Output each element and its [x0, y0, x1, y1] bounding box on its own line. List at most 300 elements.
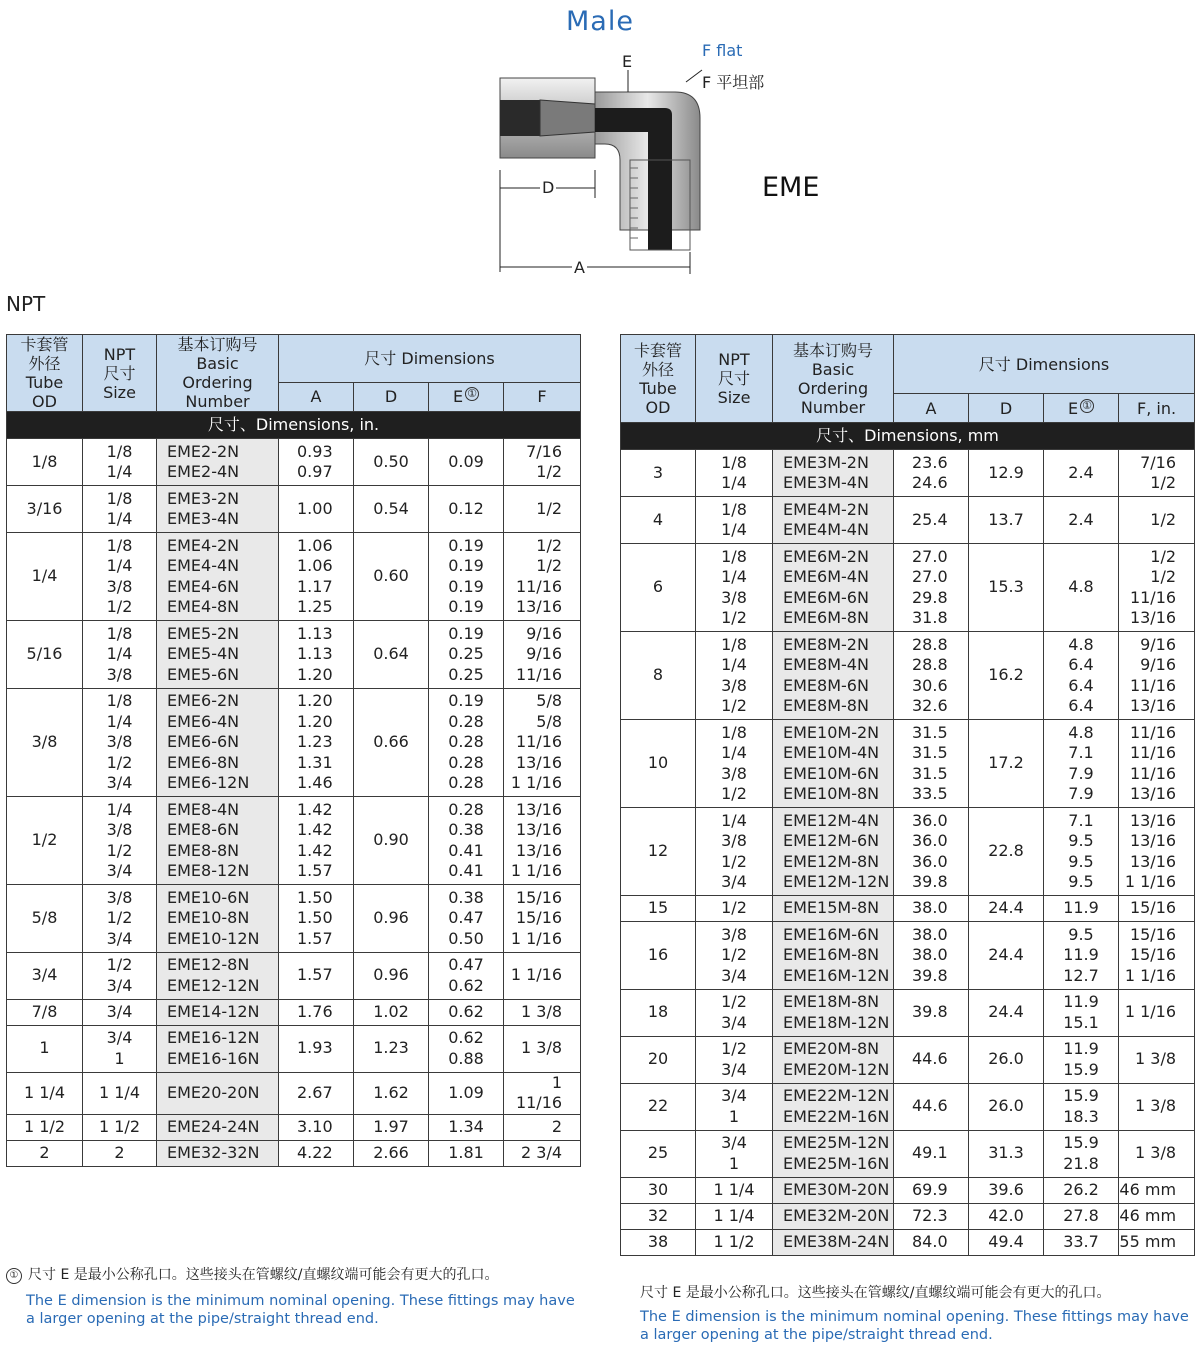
footnote-left: [6, 1266, 596, 1328]
cell-line: 22: [647, 1096, 669, 1116]
header-line: 外径: [641, 359, 674, 379]
cell-f: [504, 688, 581, 797]
cell-line: 3/4: [106, 773, 133, 792]
cell-line: 1 1/16: [1124, 872, 1177, 891]
cell-f: [1119, 1177, 1195, 1203]
cell-line: 1/2: [536, 462, 563, 481]
cell-line: 23.6: [912, 452, 948, 472]
table-row: [7, 1072, 581, 1114]
cell-line: 2: [39, 1142, 50, 1162]
cell-order: [157, 439, 279, 486]
cell-line: EME2-2N: [167, 441, 240, 461]
cell-f: [1119, 544, 1195, 632]
cell-line: 11.9: [1063, 898, 1099, 918]
cell-f: [504, 999, 581, 1025]
cell-line: EME8M-2N: [783, 634, 869, 654]
cell-a: [894, 1229, 969, 1255]
cell-line: 0.19: [448, 535, 484, 555]
cell-line: EME6M-2N: [783, 546, 869, 566]
cell-line: 1/4: [106, 556, 133, 575]
header-dimensions: 尺寸 Dimensions: [279, 335, 581, 383]
cell-d: [969, 544, 1044, 632]
cell-order: [773, 1130, 894, 1177]
header-a: A: [894, 394, 969, 423]
table-row: [621, 1036, 1195, 1083]
table-row: [7, 1114, 581, 1140]
cell-od: [621, 1229, 696, 1255]
cell-line: 0.28: [448, 799, 484, 819]
cell-line: 15.9: [1063, 1086, 1099, 1105]
cell-line: 3/4: [106, 1028, 133, 1047]
dim-label-a: A: [574, 258, 585, 277]
cell-line: 1 3/8: [1135, 1096, 1177, 1116]
cell-d: [969, 720, 1044, 808]
cell-line: 32.6: [912, 696, 948, 715]
cell-line: 24.6: [912, 473, 948, 492]
cell-line: 1/2: [106, 840, 133, 860]
cell-e: [429, 533, 504, 621]
cell-e: [429, 486, 504, 533]
table-row: [7, 999, 581, 1025]
cell-line: 15.9: [1063, 1133, 1099, 1152]
header-line: Size: [717, 388, 751, 407]
header-line: Number: [800, 397, 866, 417]
cell-line: 1/2: [721, 992, 747, 1011]
cell-line: 11/16: [515, 576, 563, 596]
header-a: A: [279, 382, 354, 411]
cell-line: 32: [647, 1205, 669, 1225]
cell-line: 15: [647, 898, 669, 918]
cell-d: [969, 922, 1044, 990]
cell-od: [621, 720, 696, 808]
cell-f: [504, 1025, 581, 1072]
header-line: Tube: [639, 378, 677, 398]
section-label: NPT: [6, 292, 46, 316]
cell-line: 1/2: [721, 696, 747, 715]
cell-line: 3/4: [106, 928, 133, 948]
cell-f: [1119, 1036, 1195, 1083]
table-row: [621, 1203, 1195, 1229]
cell-line: EME32M-20N: [783, 1205, 890, 1225]
cell-line: 1/4: [721, 473, 747, 492]
footnote-marker: ①: [465, 387, 479, 401]
cell-line: 1/8: [721, 499, 747, 519]
cell-line: 1.06: [297, 556, 333, 575]
cell-line: 1.17: [297, 576, 333, 596]
cell-order: [773, 1036, 894, 1083]
header-line: Size: [103, 382, 136, 402]
cell-e: [429, 885, 504, 953]
cell-od: [7, 797, 83, 885]
cell-line: 1 1/4: [713, 1179, 755, 1199]
cell-line: 0.47: [448, 908, 484, 927]
cell-line: EME8-12N: [167, 861, 250, 880]
cell-line: 15/16: [1129, 924, 1177, 944]
cell-line: 1.57: [297, 965, 333, 985]
cell-line: 0.41: [448, 861, 484, 880]
cell-od: [7, 1140, 83, 1166]
cell-order: [773, 450, 894, 497]
cell-line: 3/4: [721, 872, 747, 891]
cell-line: 15.1: [1063, 1012, 1099, 1032]
cell-line: 0.38: [448, 820, 484, 839]
footnote-en: The E dimension is the minimum nominal opening. These fittings may have a larger opening at the pipe/straight thread end.: [26, 1293, 575, 1327]
cell-line: 13/16: [1129, 831, 1177, 850]
cell-order: [773, 1177, 894, 1203]
cell-a: [279, 952, 354, 999]
cell-line: 1/4: [106, 644, 133, 663]
cell-a: [894, 1130, 969, 1177]
cell-line: 3/4: [721, 965, 747, 985]
cell-line: EME10M-2N: [783, 722, 880, 742]
cell-a: [279, 1114, 354, 1140]
cell-f: [504, 1140, 581, 1166]
table-row: [621, 1177, 1195, 1203]
footnote-cn: 尺寸 E 是最小公称孔口。这些接头在管螺纹/直螺纹端可能会有更大的孔口。: [640, 1285, 1111, 1301]
cell-line: 0.41: [448, 840, 484, 860]
cell-line: 18: [647, 1002, 669, 1022]
cell-line: 1/2: [1150, 567, 1177, 586]
cell-od: [7, 439, 83, 486]
cell-e: [1044, 1229, 1119, 1255]
cell-line: 1.50: [297, 887, 333, 907]
cell-e: [1044, 989, 1119, 1036]
cell-line: 9.5: [1068, 851, 1094, 871]
cell-line: EME8M-6N: [783, 675, 869, 695]
cell-line: 0.19: [448, 597, 484, 616]
cell-line: 9/16: [1140, 634, 1177, 654]
cell-line: EME16M-12N: [783, 965, 890, 985]
cell-line: EME10-6N: [167, 887, 250, 907]
cell-od: [621, 896, 696, 922]
cell-a: [894, 808, 969, 896]
footnote-marker: ①: [1080, 399, 1094, 413]
cell-line: 16.2: [988, 665, 1024, 685]
cell-e: [1044, 808, 1119, 896]
cell-d: [969, 497, 1044, 544]
cell-line: 8: [652, 665, 664, 685]
cell-line: 0.97: [297, 462, 333, 481]
cell-od: [7, 952, 83, 999]
cell-line: 3/4: [106, 1001, 133, 1021]
cell-line: 20: [647, 1049, 669, 1069]
cell-order: [157, 797, 279, 885]
cell-line: 13/16: [1129, 851, 1177, 871]
cell-line: 1/8: [721, 634, 747, 654]
cell-line: 17.2: [988, 753, 1024, 773]
cell-line: 13/16: [1129, 784, 1177, 803]
table-row: [7, 688, 581, 797]
cell-line: 1 3/8: [1135, 1049, 1177, 1069]
cell-size: [83, 1025, 157, 1072]
cell-line: 0.93: [297, 441, 333, 461]
cell-line: 1/4: [106, 711, 133, 731]
cell-line: 1/8: [106, 623, 133, 643]
cell-line: 1/4: [106, 799, 133, 819]
cell-e: [1044, 544, 1119, 632]
cell-e: [1044, 450, 1119, 497]
cell-line: 13/16: [515, 820, 563, 839]
cell-f: [504, 1072, 581, 1114]
cell-size: [83, 952, 157, 999]
cell-order: [157, 1072, 279, 1114]
cell-order: [157, 952, 279, 999]
cell-line: EME20-20N: [167, 1082, 260, 1102]
cell-line: 0.96: [373, 908, 409, 927]
table-row: [621, 989, 1195, 1036]
cell-line: 16: [647, 945, 669, 964]
cell-line: 1.31: [297, 752, 333, 772]
cell-od: [7, 486, 83, 533]
cell-line: 1: [728, 1106, 740, 1126]
cell-a: [894, 632, 969, 720]
table-row: [621, 497, 1195, 544]
cell-line: 24.4: [988, 945, 1024, 964]
cell-od: [621, 544, 696, 632]
cell-line: 2.4: [1068, 462, 1094, 482]
header-npt-size: [83, 335, 157, 412]
cell-od: [621, 497, 696, 544]
cell-line: 6.4: [1068, 655, 1094, 674]
header-line: Basic: [196, 354, 239, 373]
cell-line: 1/4: [721, 655, 747, 674]
cell-e: [429, 952, 504, 999]
cell-line: 38: [647, 1231, 669, 1251]
cell-line: EME15M-8N: [783, 898, 880, 918]
cell-line: EME4M-2N: [783, 499, 869, 519]
cell-d: [354, 533, 429, 621]
cell-line: 3/8: [721, 924, 747, 944]
cell-line: 1 1/4: [98, 1082, 140, 1102]
cell-line: 1.57: [297, 861, 333, 880]
header-tube-od: [621, 335, 696, 423]
cell-od: [7, 533, 83, 621]
cell-e: [429, 1140, 504, 1166]
cell-line: 31.5: [912, 722, 948, 742]
cell-od: [621, 1036, 696, 1083]
cell-line: 1/8: [31, 451, 58, 471]
cell-line: 1/2: [536, 535, 563, 555]
cell-line: 13/16: [515, 752, 563, 772]
cell-order: [157, 999, 279, 1025]
cell-line: 33.7: [1063, 1231, 1099, 1251]
cell-line: 9.5: [1068, 831, 1094, 850]
cell-line: 69.9: [912, 1179, 948, 1199]
cell-line: 13/16: [515, 597, 563, 616]
cell-line: 1.23: [373, 1038, 409, 1058]
cell-line: 1 1/16: [510, 928, 563, 948]
cell-d: [354, 999, 429, 1025]
cell-line: EME10M-8N: [783, 784, 880, 803]
table-row: [621, 1130, 1195, 1177]
header-line: OD: [32, 392, 57, 411]
cell-line: EME12M-4N: [783, 810, 880, 830]
cell-od: [7, 688, 83, 797]
cell-line: 1.97: [373, 1116, 409, 1136]
cell-size: [83, 797, 157, 885]
table-row: [621, 632, 1195, 720]
cell-line: 22.8: [988, 841, 1024, 861]
cell-order: [773, 989, 894, 1036]
cell-line: 9/16: [1140, 655, 1177, 674]
cell-line: 1 1/4: [23, 1082, 65, 1102]
cell-line: EME16-16N: [167, 1048, 260, 1068]
dim-label-d: D: [542, 178, 555, 197]
cell-d: [354, 1140, 429, 1166]
cell-line: EME6M-6N: [783, 587, 869, 607]
cell-line: 39.8: [912, 872, 948, 891]
cell-line: 5/8: [536, 711, 563, 731]
page-title: Male: [566, 6, 634, 37]
dim-label-f-cn: F 平坦部: [702, 73, 765, 92]
cell-line: 11/16: [1129, 722, 1177, 742]
cell-line: 13/16: [1129, 696, 1177, 715]
cell-line: 1/2: [721, 1039, 747, 1058]
cell-e: [1044, 922, 1119, 990]
cell-line: EME8M-8N: [783, 696, 869, 715]
cell-line: 1/2: [106, 597, 133, 616]
table-row: [7, 533, 581, 621]
cell-line: 0.96: [373, 965, 409, 985]
cell-order: [157, 533, 279, 621]
cell-e: [1044, 1203, 1119, 1229]
cell-line: EME16M-8N: [783, 945, 880, 964]
cell-d: [969, 808, 1044, 896]
cell-line: 9/16: [526, 623, 563, 643]
cell-line: EME12M-12N: [783, 872, 890, 891]
cell-line: 1/4: [721, 743, 747, 762]
cell-a: [279, 486, 354, 533]
cell-order: [773, 1229, 894, 1255]
cell-od: [621, 1130, 696, 1177]
cell-od: [7, 1114, 83, 1140]
cell-line: 28.8: [912, 655, 948, 674]
header-line: Ordering: [797, 378, 869, 398]
cell-line: 1 1/2: [98, 1116, 140, 1136]
cell-line: 2.67: [297, 1082, 333, 1102]
cell-line: EME38M-24N: [783, 1231, 890, 1251]
cell-line: 27.0: [912, 567, 948, 586]
cell-line: 9.5: [1068, 872, 1094, 891]
cell-line: 0.50: [373, 451, 409, 471]
cell-a: [279, 439, 354, 486]
cell-line: 0.28: [448, 711, 484, 731]
table-row: [7, 885, 581, 953]
cell-line: 3/8: [721, 763, 747, 783]
cell-a: [894, 1177, 969, 1203]
cell-d: [969, 1036, 1044, 1083]
cell-order: [157, 621, 279, 689]
table-row: [7, 952, 581, 999]
cell-line: 0.62: [448, 1001, 484, 1021]
cell-line: 0.28: [448, 773, 484, 792]
cell-e: [1044, 1036, 1119, 1083]
cell-size: [696, 450, 773, 497]
header-d: D: [354, 382, 429, 411]
cell-a: [894, 720, 969, 808]
header-line: Number: [185, 392, 250, 411]
cell-line: EME32-32N: [167, 1142, 260, 1162]
cell-line: 31.5: [912, 743, 948, 762]
cell-a: [279, 621, 354, 689]
cell-line: 1.23: [297, 732, 333, 751]
cell-line: EME6-6N: [167, 732, 240, 751]
cell-f: [504, 952, 581, 999]
cell-line: EME22M-16N: [783, 1106, 890, 1126]
cell-line: 24.4: [988, 898, 1024, 918]
cell-line: 21.8: [1063, 1153, 1099, 1173]
cell-size: [83, 1072, 157, 1114]
cell-line: 0.12: [448, 498, 484, 518]
cell-line: EME4-8N: [167, 597, 240, 616]
cell-f: [504, 797, 581, 885]
cell-line: 1/4: [721, 810, 747, 830]
cell-line: 1/2: [106, 908, 133, 927]
cell-line: 13/16: [515, 799, 563, 819]
cell-line: EME8-8N: [167, 840, 240, 860]
cell-line: 0.28: [448, 732, 484, 751]
cell-size: [83, 486, 157, 533]
cell-size: [696, 896, 773, 922]
header-line: 卡套管: [20, 335, 69, 354]
cell-line: 0.60: [373, 566, 409, 586]
cell-line: 26.2: [1063, 1179, 1099, 1199]
cell-line: 39.6: [988, 1179, 1024, 1199]
cell-line: 1.81: [448, 1142, 484, 1162]
cell-line: 4.8: [1068, 722, 1094, 742]
cell-order: [157, 688, 279, 797]
cell-line: 1/4: [721, 567, 747, 586]
table-row: [621, 1083, 1195, 1130]
cell-line: 1/8: [106, 691, 133, 710]
cell-e: [429, 1025, 504, 1072]
cell-d: [969, 1203, 1044, 1229]
cell-line: 0.25: [448, 644, 484, 663]
cell-line: 1 3/8: [521, 1001, 563, 1021]
cell-line: 11.9: [1063, 945, 1099, 964]
cell-line: 7.9: [1068, 784, 1094, 803]
header-line: NPT: [103, 344, 136, 364]
cell-a: [894, 544, 969, 632]
header-line: 基本订购号: [177, 335, 258, 354]
cell-line: 11/16: [1129, 587, 1177, 607]
cell-size: [696, 1036, 773, 1083]
header-line: 外径: [28, 354, 61, 373]
cell-size: [696, 808, 773, 896]
cell-line: 27.8: [1063, 1205, 1099, 1225]
cell-line: 3/8: [106, 887, 133, 907]
cell-od: [621, 989, 696, 1036]
cell-line: 5/8: [536, 691, 563, 710]
cell-line: 0.47: [448, 955, 484, 974]
cell-line: 13/16: [1129, 608, 1177, 627]
cell-a: [894, 922, 969, 990]
table-row: [621, 1229, 1195, 1255]
cell-line: 0.50: [448, 928, 484, 948]
cell-line: 1.42: [297, 820, 333, 839]
cell-line: 3/8: [106, 732, 133, 751]
cell-line: 1/2: [721, 608, 747, 627]
cell-line: 7/16: [526, 441, 563, 461]
header-d: D: [969, 394, 1044, 423]
cell-d: [969, 989, 1044, 1036]
cell-line: 4: [652, 509, 664, 529]
cell-line: EME18M-8N: [783, 992, 880, 1011]
cell-f: [1119, 808, 1195, 896]
cell-line: 1/8: [721, 452, 747, 472]
cell-a: [279, 999, 354, 1025]
cell-line: EME6M-4N: [783, 567, 869, 586]
